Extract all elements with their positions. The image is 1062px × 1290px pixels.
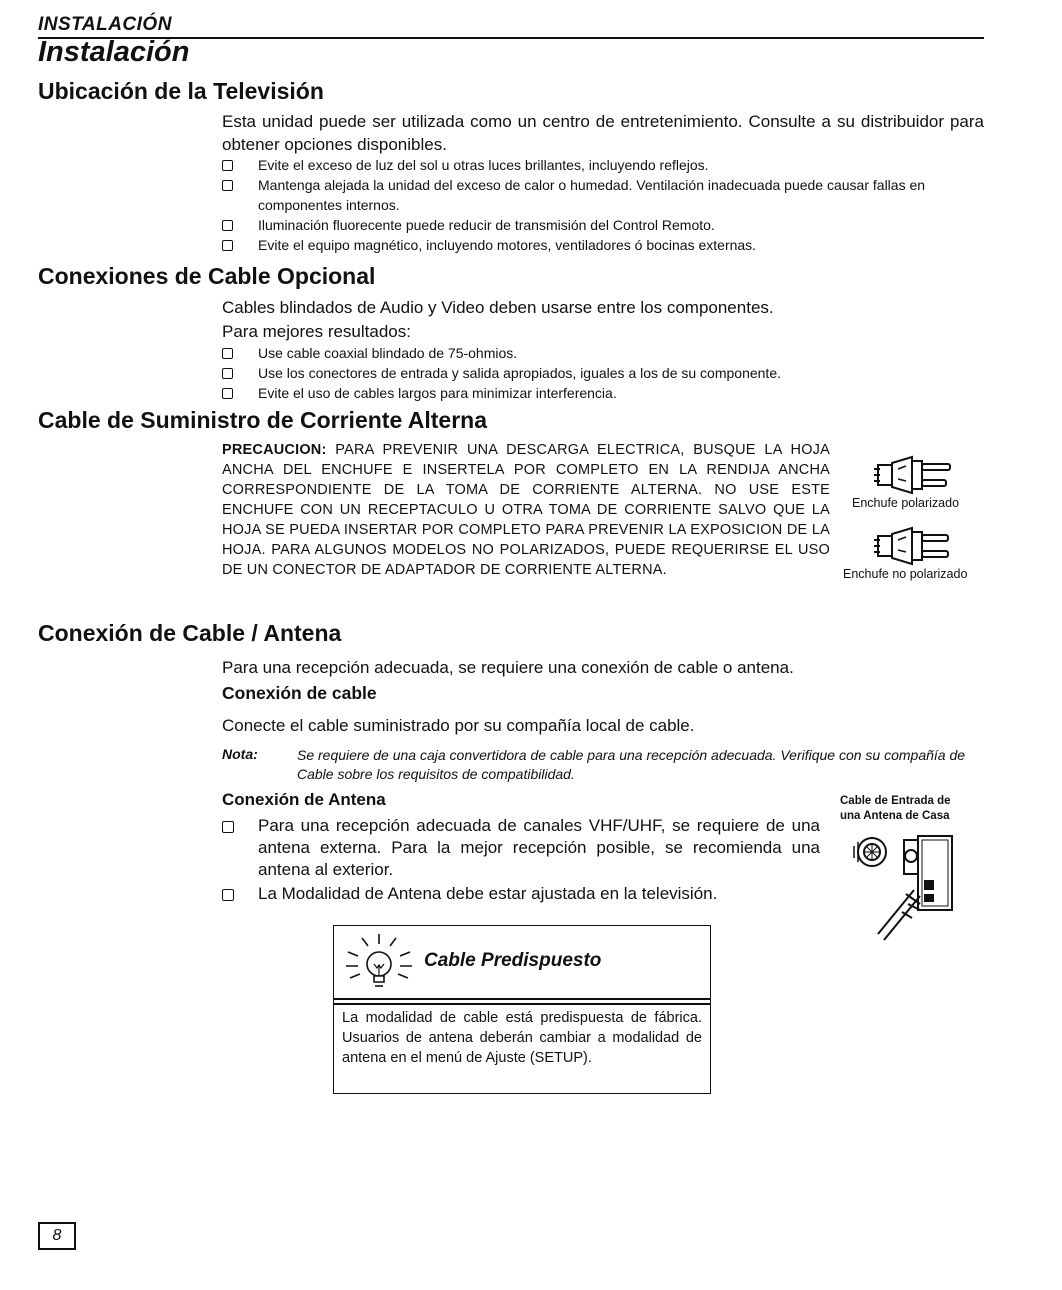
- optional-cables-intro: Cables blindados de Audio y Video deben usarse entre los componentes.: [222, 298, 774, 317]
- antenna-intro: Para una recepción adecuada, se requiere una conexión de cable o antena.: [222, 658, 794, 677]
- tip-divider: [334, 1003, 710, 1005]
- ac-power-heading: Cable de Suministro de Corriente Alterna: [38, 407, 488, 433]
- list-item: Mantenga alejada la unidad del exceso de calor o humedad. Ventilación inadecuada puede causar fallas en componentes internos.: [222, 175, 984, 215]
- non-polarized-plug-caption: Enchufe no polarizado: [843, 567, 968, 581]
- checkbox-bullet-icon: [222, 388, 233, 399]
- antenna-figure-caption: Cable de Entrada de una Antena de Casa: [840, 795, 951, 822]
- list-item: Iluminación fluorecente puede reducir de transmisión del Control Remoto.: [222, 215, 984, 235]
- cable-preset-tip-box: [333, 925, 711, 1094]
- tip-title: Cable Predispuesto: [424, 950, 602, 971]
- optional-cables-sub: Para mejores resultados:: [222, 322, 411, 341]
- tip-divider: [334, 998, 710, 1000]
- list-item: Use cable coaxial blindado de 75-ohmios.: [222, 343, 984, 363]
- checkbox-bullet-icon: [222, 821, 234, 833]
- antenna-connection-subhead: Conexión de Antena: [222, 790, 386, 809]
- checkbox-bullet-icon: [222, 220, 233, 231]
- antenna-jack-icon: [848, 830, 960, 942]
- antenna-heading: Conexión de Cable / Antena: [38, 620, 342, 646]
- checkbox-bullet-icon: [222, 368, 233, 379]
- note-label: Nota:: [222, 746, 258, 762]
- checkbox-bullet-icon: [222, 889, 234, 901]
- antenna-bullets: [222, 815, 820, 905]
- section-kicker: INSTALACIÓN: [38, 14, 172, 35]
- tip-text: La modalidad de cable está predispuesta de fábrica. Usuarios de antena deberán cambiar a modalidad de antena en el menú de Ajuste (SETUP).: [342, 1010, 702, 1066]
- list-item: Evite el uso de cables largos para minimizar interferencia.: [222, 383, 984, 403]
- page-title: Instalación: [38, 36, 190, 68]
- cable-connection-subhead: Conexión de cable: [222, 683, 377, 703]
- optional-cables-bullets: [222, 343, 984, 403]
- checkbox-bullet-icon: [222, 180, 233, 191]
- optional-cables-heading: Conexiones de Cable Opcional: [38, 263, 376, 289]
- non-polarized-plug-icon: [872, 526, 954, 566]
- polarized-plug-icon: [872, 455, 954, 495]
- checkbox-bullet-icon: [222, 160, 233, 171]
- checkbox-bullet-icon: [222, 348, 233, 359]
- page-number: 8: [38, 1222, 76, 1250]
- list-item: Para una recepción adecuada de canales VHF/UHF, se requiere de una antena externa. Para la mejor recepción posible, se recomienda una antena al exterior.: [222, 815, 820, 881]
- polarized-plug-caption: Enchufe polarizado: [852, 496, 960, 510]
- cable-connection-text: Conecte el cable suministrado por su compañía local de cable.: [222, 716, 695, 735]
- caution-text: PRECAUCION: PARA PREVENIR UNA DESCARGA ELECTRICA, BUSQUE LA HOJA ANCHA DEL ENCHUFE E INSERTELA POR COMPLETO EN LA RENDIJA ANCHA CORRESPONDIENTE DE LA TOMA DE CORRIENTE ALTERNA. NO USE ESTE ENCHUFE CON UN RECEPTACULO U OTRA TOMA DE CORRIENTE SALVO QUE LA HOJA SE PUEDA INSERTAR POR COMPLETO PARA PREVENIR LA EXPOSICION DE LA HOJA. PARA ALGUNOS MODELOS NO POLARIZADOS, PUEDE REQUERIRSE EL USO DE UN CONECTOR DE ADAPTADOR DE CORRIENTE ALTERNA.: [222, 442, 830, 578]
- list-item: Evite el equipo magnético, incluyendo motores, ventiladores ó bocinas externas.: [222, 235, 984, 255]
- location-bullets: [222, 155, 984, 255]
- list-item: La Modalidad de Antena debe estar ajustada en la televisión.: [222, 883, 820, 905]
- note-text: Se requiere de una caja convertidora de cable para una recepción adecuada. Verifique con su compañía de Cable sobre los requisitos de compatibilidad.: [297, 747, 966, 782]
- location-intro: Esta unidad puede ser utilizada como un centro de entretenimiento. Consulte a su distribuidor para obtener opciones disponibles.: [222, 112, 984, 154]
- checkbox-bullet-icon: [222, 240, 233, 251]
- lightbulb-icon: [340, 930, 418, 994]
- location-heading: Ubicación de la Televisión: [38, 78, 324, 104]
- list-item: Use los conectores de entrada y salida apropiados, iguales a los de su componente.: [222, 363, 984, 383]
- list-item: Evite el exceso de luz del sol u otras luces brillantes, incluyendo reflejos.: [222, 155, 984, 175]
- caution-label: PRECAUCION:: [222, 442, 327, 458]
